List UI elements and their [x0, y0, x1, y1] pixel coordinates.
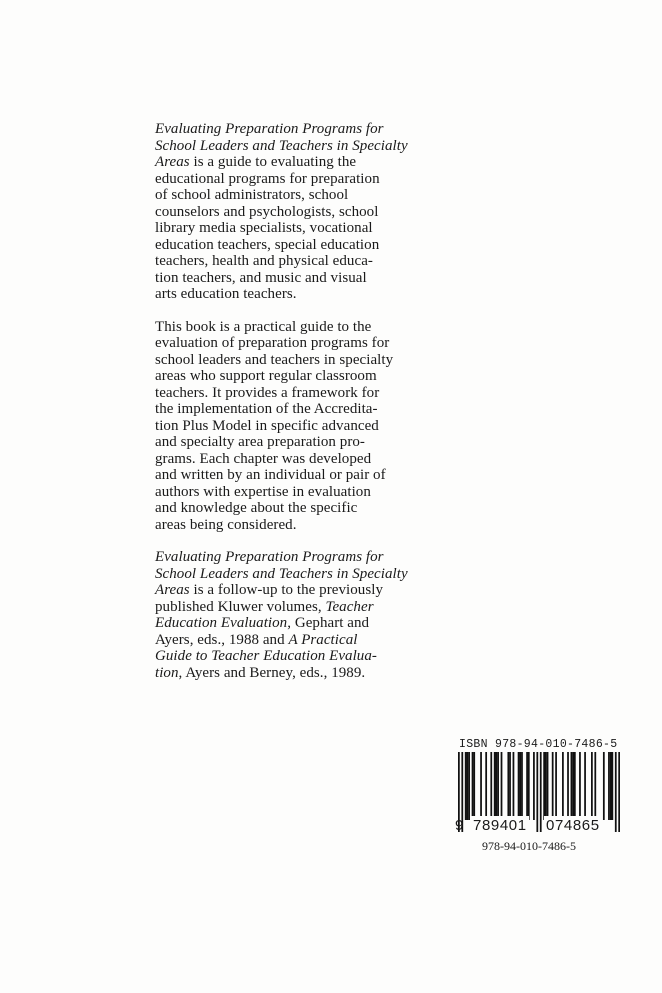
barcode-bar: [519, 752, 521, 820]
text-span: A Practical: [288, 631, 358, 648]
text-line: library media specialists, vocational: [155, 220, 373, 236]
cover-blurb: [155, 121, 440, 681]
blurb-paragraph-2: [155, 319, 440, 534]
text-line: [155, 665, 440, 682]
text-line: and written by an individual or pair of: [155, 467, 386, 483]
text-line: teachers. It provides a framework for: [155, 384, 380, 401]
barcode-bar: [507, 752, 509, 820]
text-line: [155, 582, 440, 599]
text-line: educational programs for preparation: [155, 170, 380, 187]
blurb-paragraph-3: [155, 549, 440, 681]
barcode-bar: [465, 752, 467, 820]
text-line: evaluation of preparation programs for: [155, 335, 390, 351]
text-line: areas being considered.: [155, 516, 297, 533]
barcode-bar: [594, 752, 596, 820]
text-span: , Gephart and: [287, 615, 370, 631]
barcode-digits: [455, 816, 620, 836]
text-line: Guide to Teacher Education Evalua-: [155, 648, 377, 664]
barcode-bar: [611, 752, 613, 820]
text-line: and specialty area preparation pro-: [155, 434, 365, 450]
barcode-bar: [467, 752, 469, 820]
text-line: school leaders and teachers in specialty: [155, 351, 394, 368]
text-line: arts education teachers.: [155, 286, 297, 302]
barcode-bar: [574, 752, 576, 820]
barcode-bar: [473, 752, 475, 820]
text-line: tion Plus Model in specific advanced: [155, 417, 379, 434]
barcode-bar: [496, 752, 498, 820]
barcode-bar: [579, 752, 581, 820]
text-line: [155, 599, 440, 616]
text-line: [155, 154, 440, 171]
barcode-bar: [513, 752, 515, 820]
text-line: counselors and psychologists, school: [155, 203, 379, 220]
text-line: tion teachers, and music and visual: [155, 269, 367, 286]
barcode-bar: [603, 752, 605, 820]
text-line: of school administrators, school: [155, 187, 349, 203]
barcode-bar: [552, 752, 554, 820]
text-line: Evaluating Preparation Programs for: [155, 549, 384, 565]
text-span: Teacher: [325, 598, 374, 615]
text-span: Areas: [155, 154, 190, 170]
text-span: Education Evaluation: [155, 615, 288, 631]
barcode-bar: [526, 752, 528, 820]
barcode-bar: [468, 752, 470, 820]
barcode-bar: [584, 752, 586, 820]
barcode-bar: [591, 752, 593, 820]
barcode-bar: [497, 752, 499, 820]
barcode-bar: [608, 752, 610, 820]
barcode-bar: [501, 752, 503, 820]
barcode-bar: [521, 752, 523, 820]
barcode-digit-group-1: 789401: [473, 817, 527, 834]
barcode-bar: [490, 752, 492, 820]
text-line: authors with expertise in evaluation: [155, 483, 371, 500]
barcode-bar: [543, 752, 545, 820]
barcode-bar: [567, 752, 569, 820]
text-span: Areas: [155, 582, 190, 598]
text-line: School Leaders and Teachers in Specialty: [155, 565, 408, 582]
barcode-bar: [572, 752, 574, 820]
barcode-bar: [485, 752, 487, 820]
text-line: [155, 615, 440, 632]
barcode-isbn-label: ISBN 978-94-010-7486-5: [459, 738, 618, 751]
barcode-bar: [509, 752, 511, 820]
barcode-bar: [562, 752, 564, 820]
barcode-digit-lead: 9: [455, 817, 464, 834]
text-line: grams. Each chapter was developed: [155, 450, 372, 467]
text-line: [155, 632, 440, 649]
text-span: is a guide to evaluating the: [189, 154, 357, 170]
text-line: the implementation of the Accredita-: [155, 401, 378, 417]
barcode-bar: [533, 752, 535, 820]
text-line: education teachers, special education: [155, 236, 380, 253]
barcode-bar: [480, 752, 482, 820]
isbn-number: 978-94-010-7486-5: [482, 839, 576, 853]
text-line: and knowledge about the specific: [155, 500, 358, 516]
barcode-block: [455, 738, 620, 834]
barcode-bar: [571, 752, 573, 820]
text-span: Ayers, eds., 1988 and: [155, 631, 289, 648]
text-span: is a follow-up to the previously: [189, 582, 383, 598]
barcode-bar: [472, 752, 474, 820]
barcode-bar: [555, 752, 557, 820]
barcode-bar: [494, 752, 496, 820]
barcode-bar: [545, 752, 547, 820]
text-line: teachers, health and physical educa-: [155, 253, 373, 269]
barcode-digit-group-2: 074865: [546, 817, 600, 834]
text-line: Evaluating Preparation Programs for: [155, 121, 384, 137]
text-span: tion: [155, 664, 179, 681]
text-line: areas who support regular classroom: [155, 368, 377, 384]
text-line: School Leaders and Teachers in Specialty: [155, 137, 408, 154]
text-line: This book is a practical guide to the: [155, 318, 372, 335]
blurb-paragraph-1: [155, 121, 440, 303]
text-span: published Kluwer volumes,: [155, 598, 326, 615]
barcode-bar: [528, 752, 530, 820]
barcode-bar: [547, 752, 549, 820]
barcode-bar: [610, 752, 612, 820]
text-span: , Ayers and Berney, eds., 1989.: [178, 664, 366, 681]
barcode-bar: [518, 752, 520, 820]
